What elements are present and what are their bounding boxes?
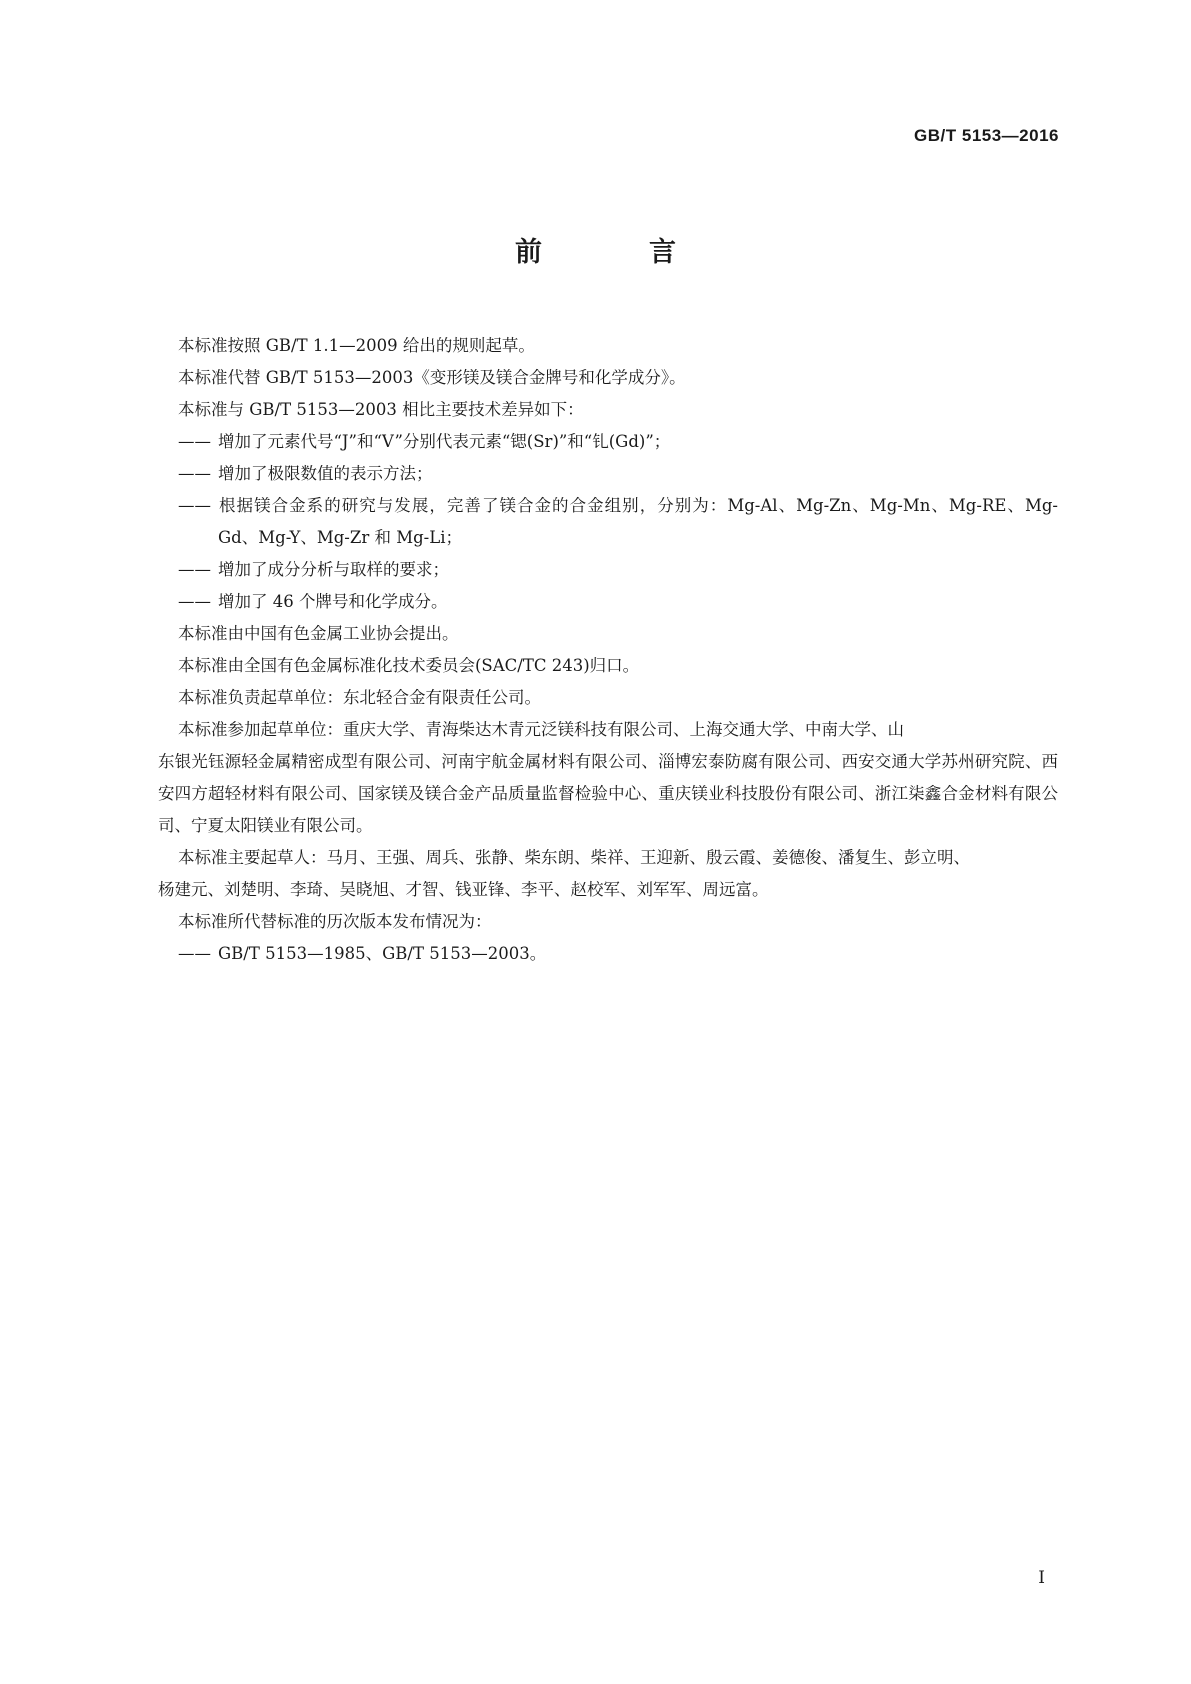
list-item xyxy=(178,554,1058,586)
list-item xyxy=(178,586,1058,618)
paragraph-replacement: 本标准代替 GB/T 5153—2003《变形镁及镁合金牌号和化学成分》。 xyxy=(178,368,686,387)
paragraph-drafting-rules: 本标准按照 GB/T 1.1—2009 给出的规则起草。 xyxy=(178,336,535,355)
list-item-text: 增加了 46 个牌号和化学成分。 xyxy=(218,592,448,611)
list-item xyxy=(178,938,1058,970)
list-item xyxy=(178,426,1058,458)
dash-marker: —— xyxy=(178,464,211,483)
dash-marker: —— xyxy=(178,944,211,963)
list-item-text: 增加了极限数值的表示方法； xyxy=(218,464,433,483)
list-item-text: GB/T 5153—1985、GB/T 5153—2003。 xyxy=(218,944,547,963)
list-item-text: 增加了成分分析与取样的要求； xyxy=(218,560,449,579)
paragraph-version-history: 本标准所代替标准的历次版本发布情况为： xyxy=(178,912,492,931)
participating-units-lead: 本标准参加起草单位：重庆大学、青海柴达木青元泛镁科技有限公司、上海交通大学、中南大学、山 xyxy=(178,720,904,739)
dash-marker: —— xyxy=(178,432,211,451)
list-item xyxy=(178,458,1058,490)
page-title: 前 言 xyxy=(515,237,716,268)
list-item xyxy=(178,490,1058,554)
main-drafters-lead: 本标准主要起草人：马月、王强、周兵、张静、柴东朗、柴祥、王迎新、殷云霞、姜德俊、潘复生、彭立明、 xyxy=(178,848,970,867)
page-number: I xyxy=(1038,1568,1045,1588)
dash-marker: —— xyxy=(178,496,211,515)
standard-number: GB/T 5153—2016 xyxy=(914,126,1059,145)
participating-units-rest: 东银光钰源轻金属精密成型有限公司、河南宇航金属材料有限公司、淄博宏泰防腐有限公司、西安交通大学苏州研究院、西安四方超轻材料有限公司、国家镁及镁合金产品质量监督检验中心、重庆镁业科技股份有限公司、浙江柒鑫合金材料有限公司、宁夏太阳镁业有限公司。 xyxy=(158,752,1058,835)
paragraph-proposer: 本标准由中国有色金属工业协会提出。 xyxy=(178,624,459,643)
paragraph-main-drafters xyxy=(158,842,1058,906)
dash-marker: —— xyxy=(178,592,211,611)
paragraph-responsible-unit: 本标准负责起草单位：东北轻合金有限责任公司。 xyxy=(178,688,541,707)
paragraph-differences-intro: 本标准与 GB/T 5153—2003 相比主要技术差异如下： xyxy=(178,400,584,419)
paragraph-committee: 本标准由全国有色金属标准化技术委员会(SAC/TC 243)归口。 xyxy=(178,656,640,675)
list-item-text: 增加了元素代号“J”和“V”分别代表元素“锶(Sr)”和“钆(Gd)”； xyxy=(218,432,671,451)
main-drafters-rest: 杨建元、刘楚明、李琦、吴晓旭、才智、钱亚锋、李平、赵校军、刘军军、周远富。 xyxy=(158,880,769,899)
paragraph-participating-units xyxy=(158,714,1058,842)
document-body xyxy=(158,330,1058,970)
dash-marker: —— xyxy=(178,560,211,579)
list-item-text: 根据镁合金系的研究与发展，完善了镁合金的合金组别，分别为：Mg-Al、Mg-Zn、Mg-Mn、Mg-RE、Mg-Gd、Mg-Y、Mg-Zr 和 Mg-Li； xyxy=(218,496,1058,547)
